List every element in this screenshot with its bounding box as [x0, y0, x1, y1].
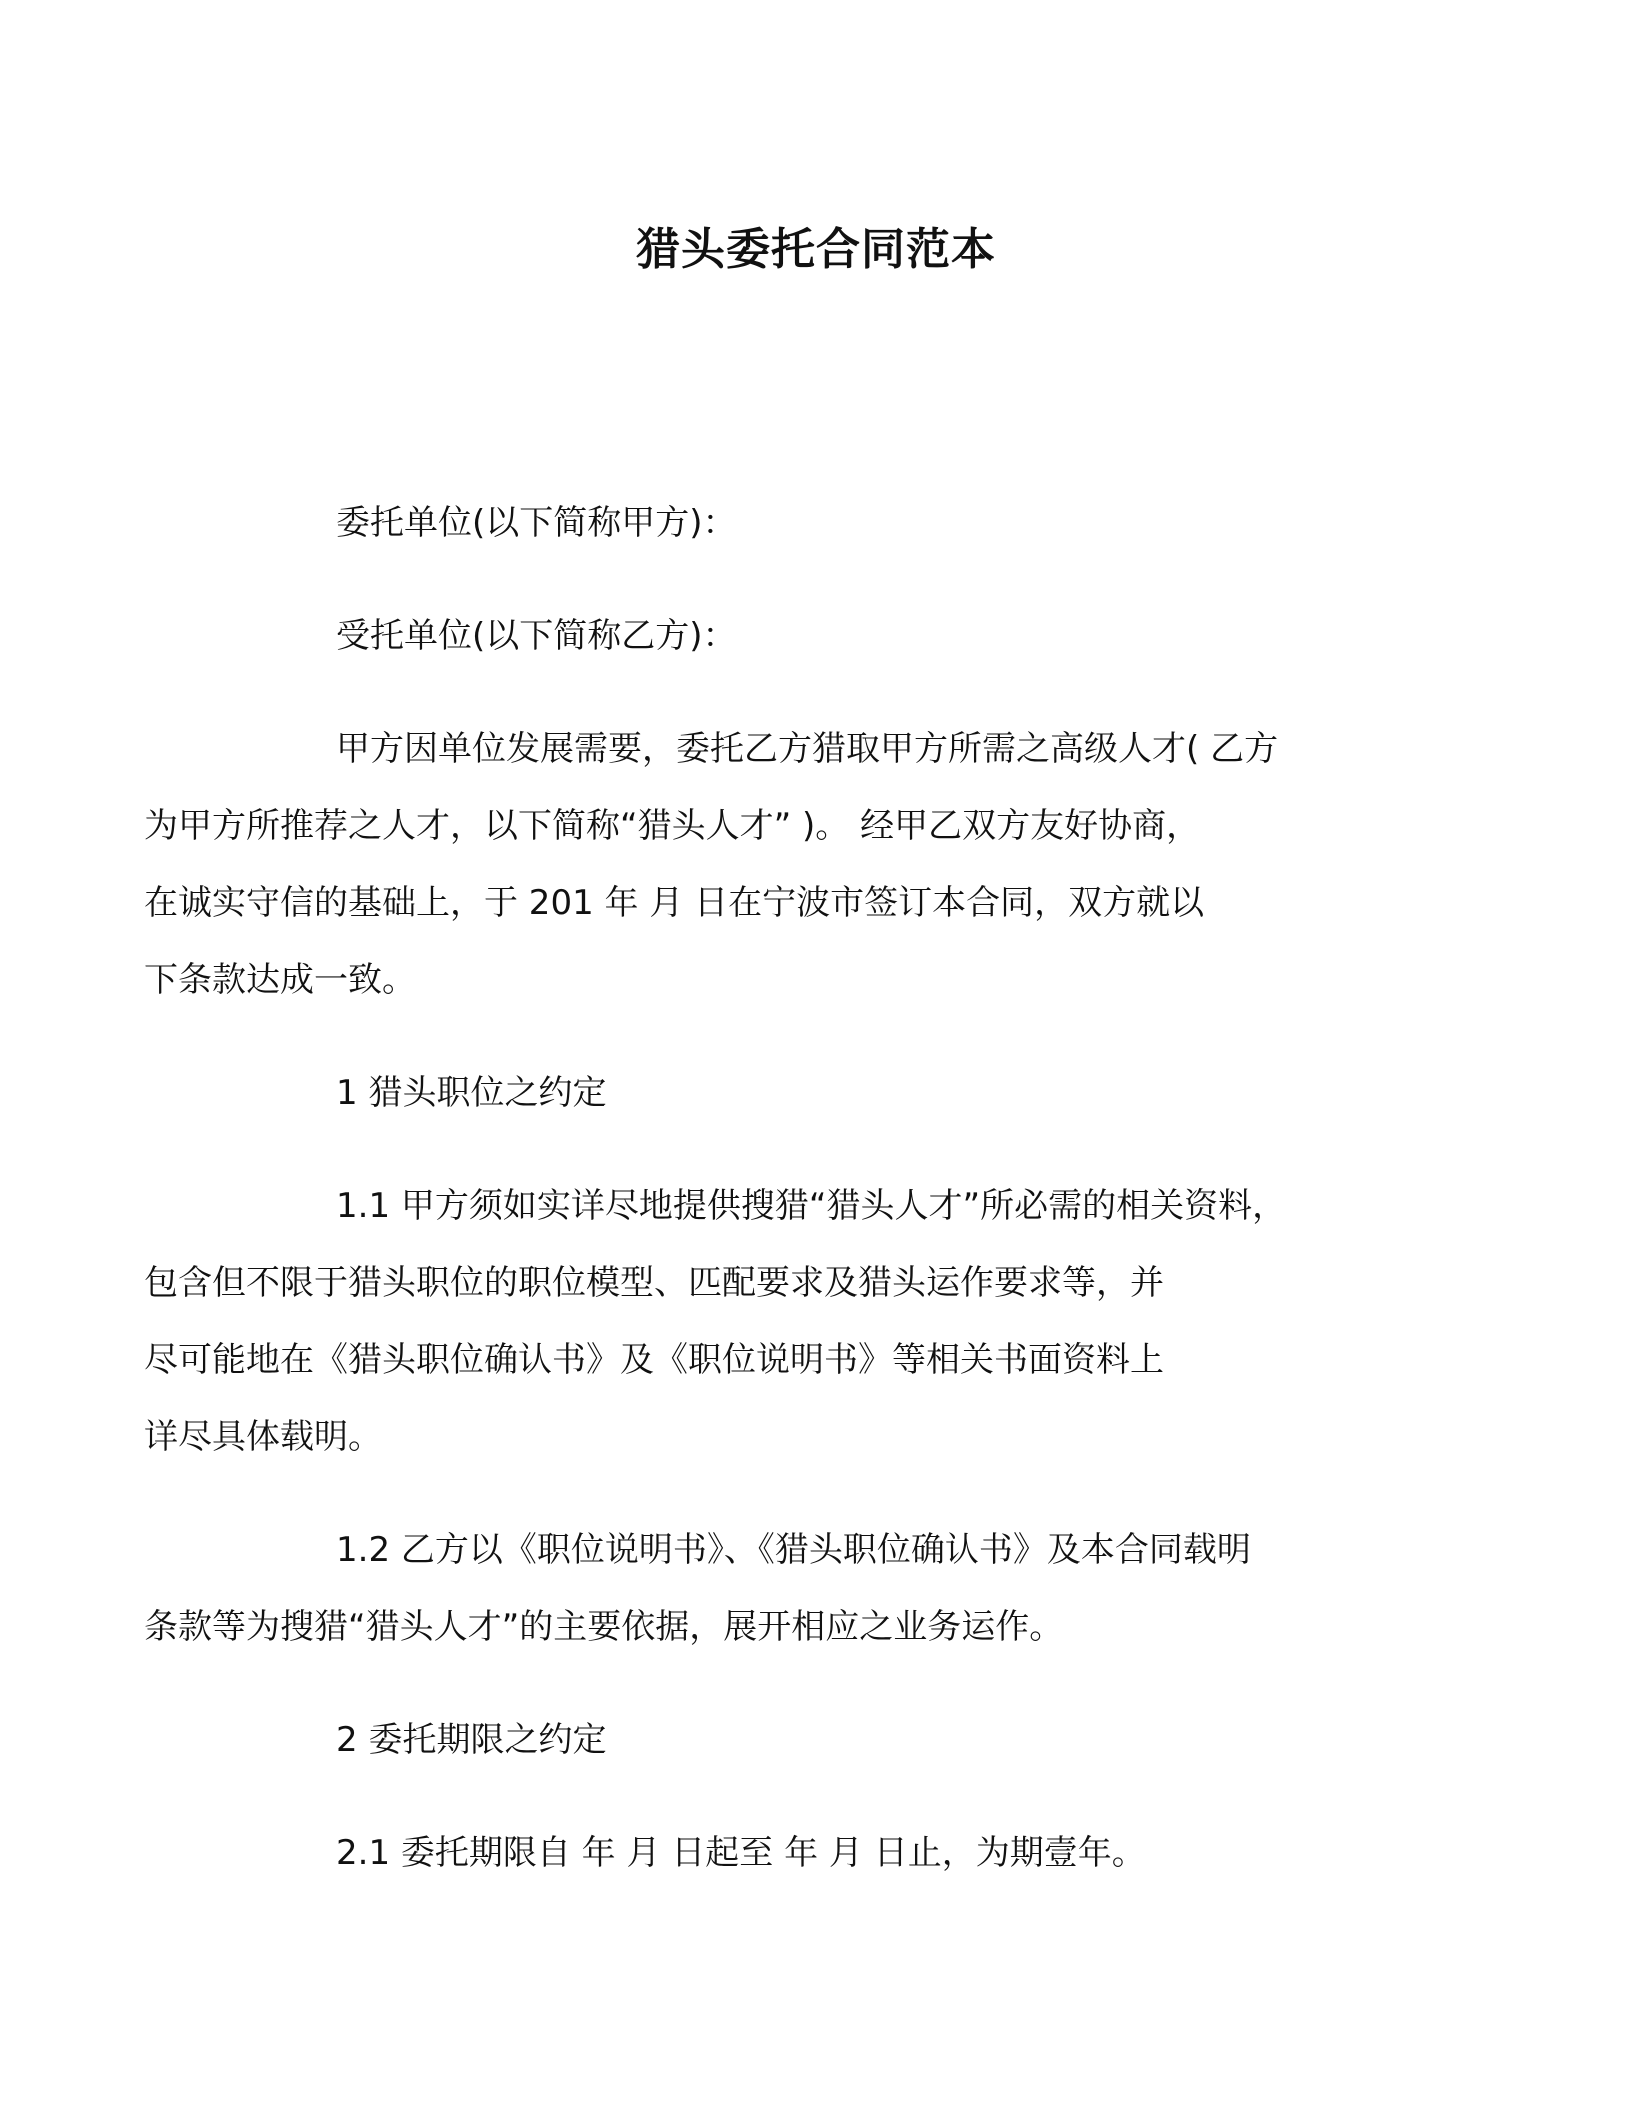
party-b-line [240, 598, 1410, 675]
text-line: 包含但不限于猎头职位的职位模型、匹配要求及猎头运作要求等，并 [144, 1263, 1164, 1303]
preamble-paragraph [144, 711, 1410, 1019]
clause-1-2-paragraph [144, 1512, 1410, 1666]
document-title: 猎头委托合同范本 [636, 224, 996, 275]
clause-1-1-paragraph [144, 1168, 1410, 1476]
text-line: 详尽具体载明。 [144, 1417, 382, 1457]
text-line: 在诚实守信的基础上，于 201 年 月 日在宁波市签订本合同，双方就以 [144, 883, 1205, 923]
text-line: 条款等为搜猎“猎头人才”的主要依据，展开相应之业务运作。 [144, 1607, 1064, 1647]
text-line: 尽可能地在《猎头职位确认书》及《职位说明书》等相关书面资料上 [144, 1340, 1164, 1380]
clause-2-1-paragraph [240, 1815, 1410, 1892]
text-line: 1.1 甲方须如实详尽地提供搜猎“猎头人才”所必需的相关资料， [336, 1186, 1287, 1226]
text-line: 受托单位(以下简称乙方)： [336, 616, 737, 656]
party-a-line [240, 485, 1410, 562]
text-line: 2.1 委托期限自 年 月 日起至 年 月 日止，为期壹年。 [336, 1833, 1146, 1873]
text-line: 1 猎头职位之约定 [336, 1073, 607, 1113]
text-line: 下条款达成一致。 [144, 960, 416, 1000]
text-line: 委托单位(以下简称甲方)： [336, 503, 737, 543]
section-2-heading [240, 1702, 1410, 1779]
text-line: 为甲方所推荐之人才，以下简称“猎头人才” )。 经甲乙双方友好协商， [144, 806, 1201, 846]
text-line: 甲方因单位发展需要，委托乙方猎取甲方所需之高级人才( 乙方 [336, 729, 1279, 769]
document-body [144, 485, 1410, 1928]
text-line: 1.2 乙方以《职位说明书》、《猎头职位确认书》及本合同载明 [336, 1530, 1251, 1570]
section-1-heading [240, 1055, 1410, 1132]
text-line: 2 委托期限之约定 [336, 1720, 607, 1760]
